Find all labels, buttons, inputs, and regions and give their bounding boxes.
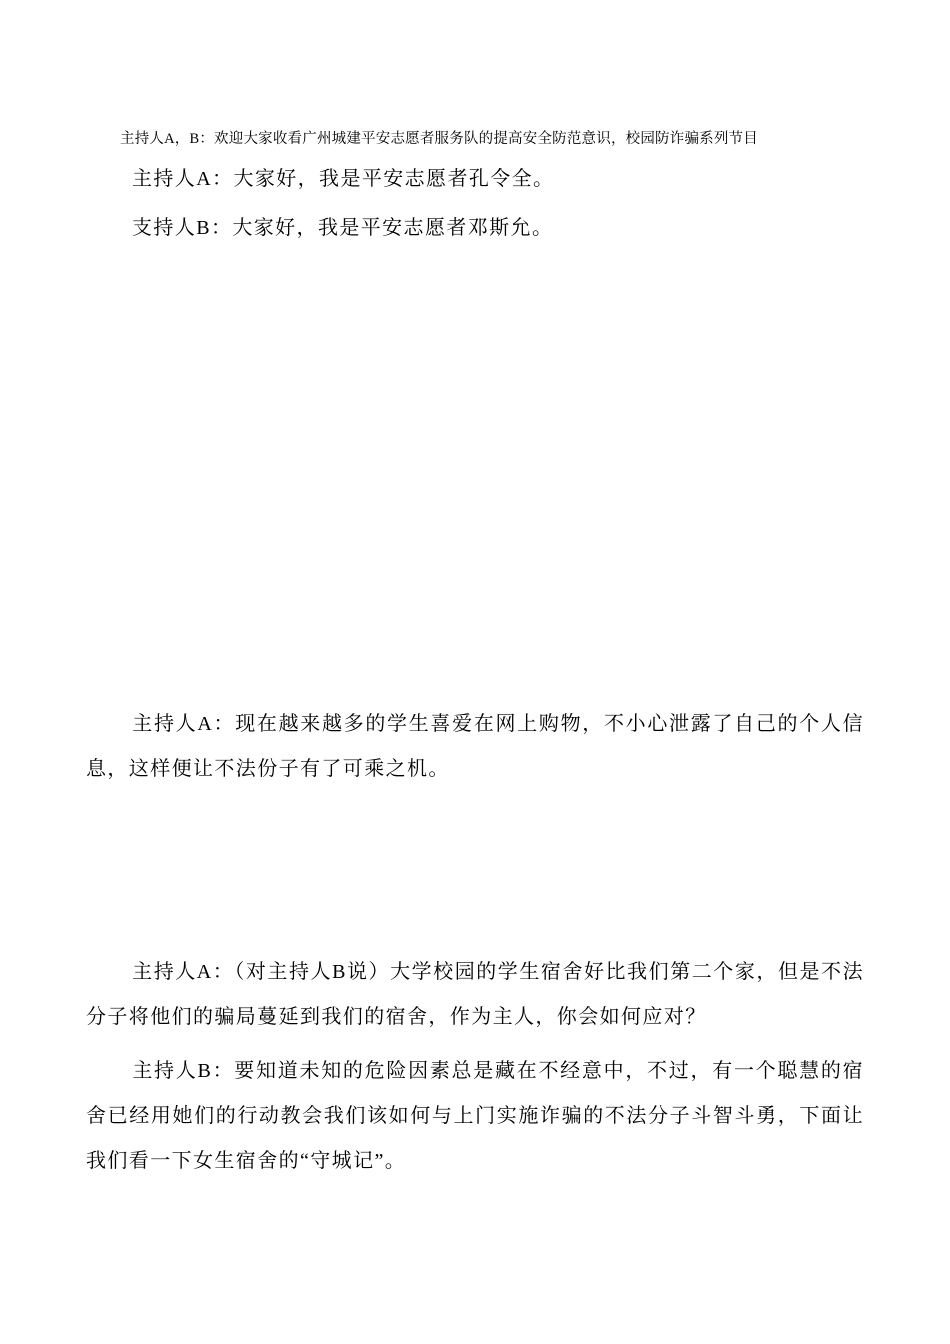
paragraph-dorm-answer-text: 主持人B：要知道未知的危险因素总是藏在不经意中，不过，有一个聪慧的宿舍已经用她们的行动教会我们该如何与上门实施诈骗的不法分子斗智斗勇，下面让我们看一下女生宿舍的“守城记”。 — [86, 1060, 864, 1172]
paragraph-dorm-answer — [86, 1049, 864, 1184]
paragraph-dorm-question — [86, 950, 864, 1040]
paragraph-dorm-question-text: 主持人A：（对主持人B说）大学校园的学生宿舍好比我们第二个家，但是不法分子将他们的骗局蔓延到我们的宿舍，作为主人，你会如何应对？ — [86, 961, 864, 1028]
paragraph-online-shopping-text: 主持人A：现在越来越多的学生喜爱在网上购物，不小心泄露了自己的个人信息，这样便让不法份子有了可乘之机。 — [86, 713, 864, 780]
paragraph-online-shopping — [86, 702, 864, 792]
greeting-host-b: 支持人B：大家好，我是平安志愿者邓斯允。 — [132, 217, 554, 239]
greeting-host-a: 主持人A：大家好，我是平安志愿者孔令全。 — [132, 168, 555, 190]
intro-line: 主持人A，B：欢迎大家收看广州城建平安志愿者服务队的提高安全防范意识，校园防诈骗系列节目 — [120, 131, 758, 147]
